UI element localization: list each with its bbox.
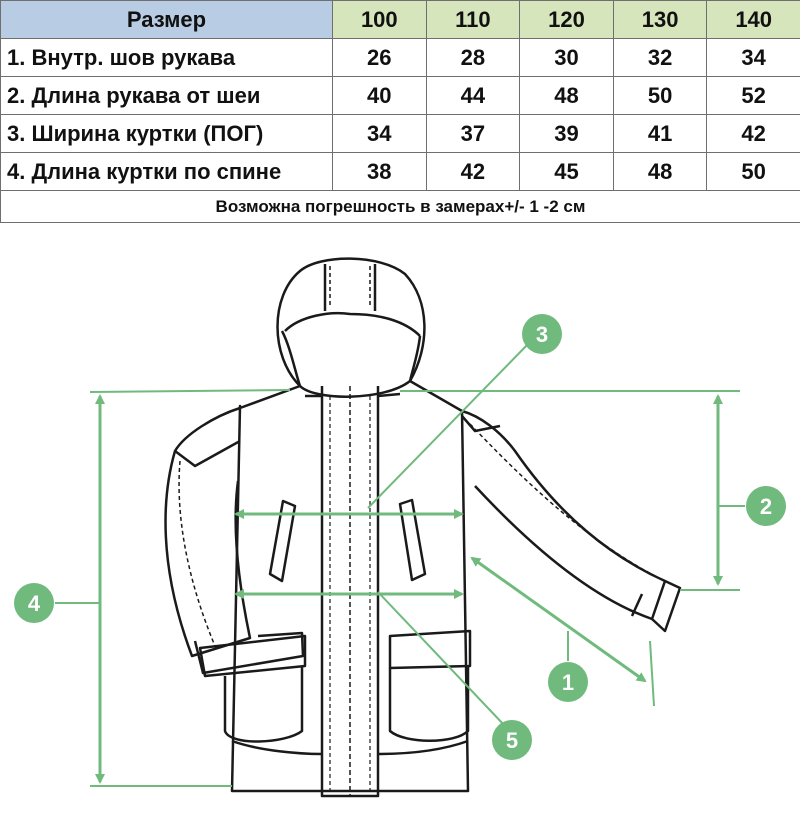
marker-2 — [746, 486, 786, 526]
marker-3 — [522, 314, 562, 354]
hood-inner — [285, 313, 420, 336]
table-cell: 28 — [426, 39, 520, 77]
table-cell: 45 — [520, 153, 614, 191]
svg-text:4: 4 — [27, 591, 41, 616]
right-chest-pocket — [400, 500, 425, 580]
right-pocket-flap — [390, 631, 470, 668]
table-row — [1, 77, 800, 115]
row-label: 2. Длина рукава от шеи — [1, 77, 333, 115]
size-column-header: 130 — [613, 1, 707, 39]
svg-text:3: 3 — [535, 322, 549, 347]
size-column-header: 100 — [333, 1, 427, 39]
table-cell: 32 — [613, 39, 707, 77]
svg-text:5: 5 — [505, 728, 519, 753]
marker-4 — [14, 583, 54, 623]
size-column-header: 120 — [520, 1, 614, 39]
note-row — [1, 191, 800, 223]
table-cell: 34 — [333, 115, 427, 153]
table-cell: 40 — [333, 77, 427, 115]
table-cell: 41 — [613, 115, 707, 153]
table-cell: 38 — [333, 153, 427, 191]
measurement-note: Возможна погрешность в замерах+/- 1 -2 см — [1, 191, 800, 223]
table-cell: 44 — [426, 77, 520, 115]
row-label: 1. Внутр. шов рукава — [1, 39, 333, 77]
svg-text:1: 1 — [561, 670, 575, 695]
row-label: 4. Длина куртки по спине — [1, 153, 333, 191]
table-header-row — [1, 1, 800, 39]
table-cell: 34 — [707, 39, 800, 77]
header-size-label: Размер — [1, 1, 333, 39]
measurement-lines — [55, 342, 745, 786]
table-cell: 42 — [707, 115, 800, 153]
size-column-header: 110 — [426, 1, 520, 39]
table-cell: 48 — [613, 153, 707, 191]
left-pocket — [225, 666, 302, 742]
table-cell: 30 — [520, 39, 614, 77]
table-row — [1, 115, 800, 153]
table-cell: 50 — [613, 77, 707, 115]
right-sleeve — [462, 411, 665, 619]
table-cell: 52 — [707, 77, 800, 115]
table-row — [1, 153, 800, 191]
marker-1 — [548, 662, 588, 702]
jacket-measurement-diagram — [0, 236, 800, 827]
table-row — [1, 39, 800, 77]
table-cell: 48 — [520, 77, 614, 115]
size-chart-table — [0, 0, 800, 223]
row-label: 3. Ширина куртки (ПОГ) — [1, 115, 333, 153]
table-cell: 50 — [707, 153, 800, 191]
table-cell: 37 — [426, 115, 520, 153]
table-cell: 39 — [520, 115, 614, 153]
marker-5 — [492, 720, 532, 760]
right-pocket — [390, 666, 468, 741]
marker-group — [14, 314, 786, 760]
size-column-header: 140 — [707, 1, 800, 39]
inner-seam-line — [472, 558, 645, 681]
svg-text:2: 2 — [759, 494, 773, 519]
jacket-illustration — [166, 259, 680, 796]
table-cell: 26 — [333, 39, 427, 77]
table-cell: 42 — [426, 153, 520, 191]
hood-panel — [325, 264, 375, 311]
